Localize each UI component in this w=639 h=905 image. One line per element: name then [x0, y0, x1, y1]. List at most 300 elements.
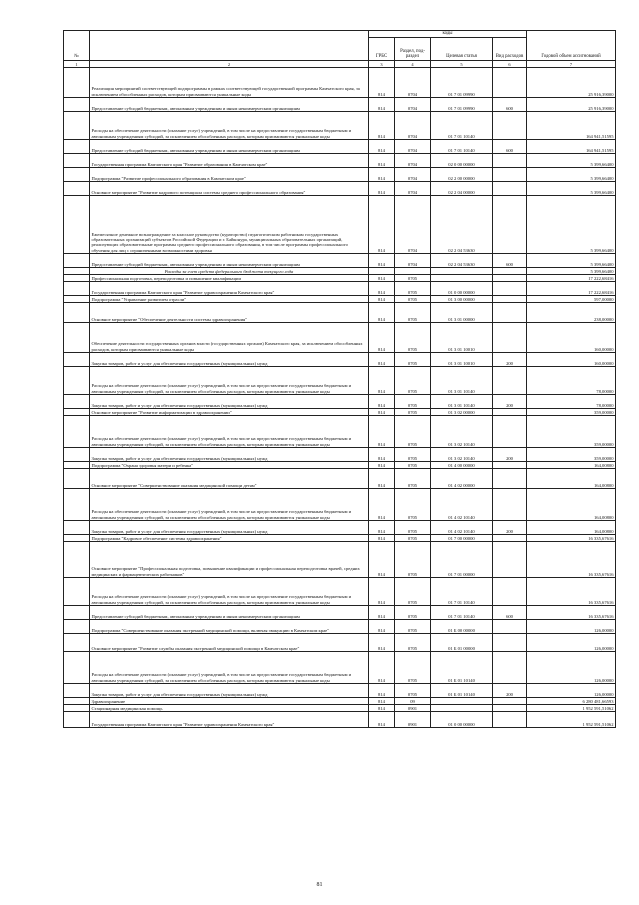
- cell-vid: [493, 68, 527, 98]
- table-row: [64, 652, 616, 684]
- table-row: [64, 68, 616, 98]
- header-target: Целевая статья: [431, 38, 493, 61]
- cell-grbs: 814: [369, 542, 395, 578]
- cell-no: [64, 303, 90, 323]
- cell-no: [64, 462, 90, 469]
- cell-name: Закупка товаров, работ и услуг для обеспечения государственных (муниципальных) нужд: [90, 684, 369, 698]
- cell-name: Подпрограмма "Развитие профессионального образования в Камчатском крае": [90, 168, 369, 182]
- cell-razdel: 0705: [395, 416, 431, 448]
- table-row: [64, 254, 616, 268]
- cell-grbs: 814: [369, 698, 395, 705]
- cell-vid: 600: [493, 606, 527, 620]
- table-row: [64, 578, 616, 606]
- cell-target: [431, 275, 493, 282]
- cell-razdel: 0705: [395, 409, 431, 416]
- cell-no: [64, 254, 90, 268]
- cell-target: 02 2 00 00000: [431, 168, 493, 182]
- cell-no: [64, 652, 90, 684]
- cell-razdel: 0704: [395, 68, 431, 98]
- cell-no: [64, 705, 90, 712]
- cell-grbs: 814: [369, 462, 395, 469]
- cell-target: 01 4 02 10140: [431, 489, 493, 521]
- cell-grbs: [369, 268, 395, 275]
- cell-grbs: 814: [369, 68, 395, 98]
- cell-vid: [493, 275, 527, 282]
- cell-sum: 160,00000: [527, 353, 616, 367]
- cell-sum: 160,00000: [527, 323, 616, 353]
- table-row: [64, 282, 616, 296]
- cell-razdel: 0705: [395, 367, 431, 395]
- cell-name: Предоставление субсидий бюджетным, автономным учреждениям и иным некоммерческим организациям: [90, 98, 369, 112]
- cell-sum: 6 280 481,66593: [527, 698, 616, 705]
- cell-name: Основное мероприятие "Развитие информатизации в здравоохранении": [90, 409, 369, 416]
- cell-name: Подпрограмма "Кадровое обеспечение системы здравоохранения": [90, 535, 369, 542]
- table-row: [64, 416, 616, 448]
- cell-name: Расходы на обеспечение деятельности (оказание услуг) учреждений, в том числе на предоставление государственным бюджетным и автономным учреждениям субсидий, за исключением обособленных расходов, которым присваиваются уникальные коды: [90, 489, 369, 521]
- table-row: [64, 182, 616, 196]
- table-row: [64, 275, 616, 282]
- cell-no: [64, 578, 90, 606]
- cell-vid: [493, 489, 527, 521]
- cell-vid: [493, 712, 527, 728]
- table-row: [64, 469, 616, 489]
- cell-name: Профессиональная подготовка, переподготовка и повышение квалификации: [90, 275, 369, 282]
- cell-sum: 164,00800: [527, 521, 616, 535]
- cell-razdel: 0705: [395, 448, 431, 462]
- cell-sum: 78,00000: [527, 395, 616, 409]
- table-row: [64, 698, 616, 705]
- cell-no: [64, 416, 90, 448]
- cell-sum: 359,00000: [527, 416, 616, 448]
- cell-name: Государственная программа Камчатского края "Развитие здравоохранения Камчатского края": [90, 712, 369, 728]
- cell-razdel: 0705: [395, 606, 431, 620]
- cell-no: [64, 367, 90, 395]
- table-row: [64, 620, 616, 634]
- table-row: [64, 409, 616, 416]
- cell-target: 01 3 00 00000: [431, 296, 493, 303]
- cell-grbs: 814: [369, 282, 395, 296]
- table-row: [64, 268, 616, 275]
- cell-grbs: 814: [369, 196, 395, 254]
- cell-no: [64, 296, 90, 303]
- cell-sum: 238,00000: [527, 303, 616, 323]
- cell-grbs: 814: [369, 395, 395, 409]
- cell-target: 02 2 04 53630: [431, 254, 493, 268]
- cell-target: 01 7 01 10140: [431, 112, 493, 140]
- cell-no: [64, 606, 90, 620]
- cell-razdel: 0705: [395, 535, 431, 542]
- cell-target: 01 7 00 00000: [431, 535, 493, 542]
- cell-vid: 200: [493, 448, 527, 462]
- cell-grbs: 814: [369, 353, 395, 367]
- cell-razdel: 0704: [395, 254, 431, 268]
- cell-target: [431, 698, 493, 705]
- cell-razdel: 0705: [395, 620, 431, 634]
- table-row: [64, 303, 616, 323]
- cell-target: 01 3 01 10010: [431, 323, 493, 353]
- table-row: [64, 323, 616, 353]
- cell-name: Закупка товаров, работ и услуг для обеспечения государственных (муниципальных) нужд: [90, 353, 369, 367]
- cell-vid: 200: [493, 353, 527, 367]
- cell-no: [64, 542, 90, 578]
- colnum-7: 7: [527, 61, 616, 68]
- cell-target: 01 Б 01 10140: [431, 652, 493, 684]
- cell-name: Расходы на обеспечение деятельности (оказание услуг) учреждений, в том числе на предоставление государственным бюджетным и автономным учреждениям субсидий, за исключением обособленных расходов, которым присваиваются уникальные коды: [90, 112, 369, 140]
- cell-grbs: 814: [369, 448, 395, 462]
- cell-sum: 126,00000: [527, 634, 616, 652]
- cell-grbs: 814: [369, 254, 395, 268]
- cell-grbs: 814: [369, 489, 395, 521]
- cell-grbs: 814: [369, 98, 395, 112]
- cell-vid: 600: [493, 140, 527, 154]
- cell-grbs: 814: [369, 469, 395, 489]
- table-row: [64, 542, 616, 578]
- cell-sum: 164,00800: [527, 489, 616, 521]
- cell-no: [64, 98, 90, 112]
- table-row: [64, 395, 616, 409]
- cell-grbs: 814: [369, 684, 395, 698]
- cell-razdel: 0705: [395, 353, 431, 367]
- cell-vid: [493, 268, 527, 275]
- cell-grbs: 814: [369, 112, 395, 140]
- cell-razdel: 0704: [395, 98, 431, 112]
- cell-name: Расходы на обеспечение деятельности (оказание услуг) учреждений, в том числе на предоставление государственным бюджетным и автономным учреждениям субсидий, за исключением обособленных расходов, которым присваиваются уникальные коды: [90, 367, 369, 395]
- cell-name: Реализация мероприятий соответствующей подпрограммы в рамках соответствующей государственной программы Камчатского края, за исключением обособленных расходов, которым присваиваются уникальные коды: [90, 68, 369, 98]
- cell-razdel: 0704: [395, 182, 431, 196]
- cell-sum: 16 335,67616: [527, 578, 616, 606]
- cell-razdel: [395, 268, 431, 275]
- cell-target: 01 7 01 09990: [431, 68, 493, 98]
- cell-name: Основное мероприятие "Развитие службы оказания экстренной медицинской помощи в Камчатском крае": [90, 634, 369, 652]
- cell-grbs: 814: [369, 578, 395, 606]
- cell-name: Государственная программа Камчатского края "Развитие здравоохранения Камчатского края": [90, 282, 369, 296]
- page-number: 81: [316, 882, 323, 888]
- cell-sum: 16 335,67616: [527, 542, 616, 578]
- cell-sum: 25 916,39000: [527, 68, 616, 98]
- cell-razdel: 0705: [395, 634, 431, 652]
- cell-target: 01 7 01 10140: [431, 606, 493, 620]
- cell-no: [64, 140, 90, 154]
- cell-grbs: 814: [369, 323, 395, 353]
- cell-razdel: 0705: [395, 684, 431, 698]
- cell-vid: [493, 652, 527, 684]
- cell-grbs: 814: [369, 140, 395, 154]
- cell-target: 01 4 02 00000: [431, 469, 493, 489]
- cell-razdel: 0705: [395, 462, 431, 469]
- cell-no: [64, 196, 90, 254]
- cell-vid: [493, 535, 527, 542]
- cell-no: [64, 182, 90, 196]
- cell-vid: [493, 469, 527, 489]
- cell-target: 01 0 00 00000: [431, 712, 493, 728]
- cell-target: [431, 268, 493, 275]
- cell-sum: 5 399,66400: [527, 168, 616, 182]
- table-row: [64, 367, 616, 395]
- cell-target: 01 3 02 00000: [431, 409, 493, 416]
- cell-razdel: 0704: [395, 196, 431, 254]
- cell-grbs: 814: [369, 652, 395, 684]
- cell-name: Расходы на обеспечение деятельности (оказание услуг) учреждений, в том числе на предоставление государственным бюджетным и автономным учреждениям субсидий, за исключением обособленных расходов, которым присваиваются уникальные коды: [90, 416, 369, 448]
- cell-razdel: 0705: [395, 652, 431, 684]
- cell-sum: 5 399,66400: [527, 254, 616, 268]
- cell-vid: [493, 578, 527, 606]
- cell-name: Подпрограмма "Охрана здоровья матери и ребенка": [90, 462, 369, 469]
- table-row: [64, 196, 616, 254]
- cell-vid: [493, 323, 527, 353]
- cell-grbs: 814: [369, 606, 395, 620]
- cell-grbs: 814: [369, 367, 395, 395]
- cell-grbs: 814: [369, 154, 395, 168]
- cell-razdel: 0705: [395, 542, 431, 578]
- table-row: [64, 140, 616, 154]
- cell-vid: 200: [493, 521, 527, 535]
- cell-grbs: 814: [369, 634, 395, 652]
- cell-no: [64, 395, 90, 409]
- cell-sum: 126,00000: [527, 684, 616, 698]
- cell-vid: [493, 698, 527, 705]
- header-vid: Вид расходов: [493, 38, 527, 61]
- cell-grbs: 814: [369, 416, 395, 448]
- cell-name: Государственная программа Камчатского края "Развитие образования в Камчатском крае": [90, 154, 369, 168]
- cell-target: 01 3 01 10140: [431, 395, 493, 409]
- cell-no: [64, 684, 90, 698]
- header-annual: Годовой объем ассигнований: [527, 31, 616, 61]
- cell-razdel: 09: [395, 698, 431, 705]
- cell-vid: [493, 303, 527, 323]
- cell-target: 01 Б 01 00000: [431, 634, 493, 652]
- cell-razdel: 0705: [395, 296, 431, 303]
- table-row: [64, 489, 616, 521]
- header-razdel: Раздел, под-раздел: [395, 38, 431, 61]
- cell-grbs: 814: [369, 409, 395, 416]
- cell-vid: [493, 182, 527, 196]
- cell-name: Основное мероприятие "Развитие кадрового потенциала системы среднего профессионального образования": [90, 182, 369, 196]
- cell-name: Основное мероприятие "Профессиональная подготовка, повышение квалификации и профессиональная переподготовка врачей, средних медицинских и фармацевтических работников": [90, 542, 369, 578]
- table-row: [64, 296, 616, 303]
- cell-razdel: 0705: [395, 489, 431, 521]
- cell-razdel: 0901: [395, 712, 431, 728]
- cell-grbs: 814: [369, 275, 395, 282]
- cell-grbs: 814: [369, 521, 395, 535]
- cell-vid: [493, 542, 527, 578]
- cell-target: 01 7 01 09990: [431, 98, 493, 112]
- table-row: [64, 462, 616, 469]
- header-no: №: [64, 31, 90, 61]
- cell-no: [64, 154, 90, 168]
- cell-vid: [493, 367, 527, 395]
- cell-target: 01 7 01 00000: [431, 542, 493, 578]
- cell-sum: 5 399,66400: [527, 182, 616, 196]
- cell-razdel: 0705: [395, 303, 431, 323]
- cell-sum: 25 916,39000: [527, 98, 616, 112]
- colnum-5: 5: [431, 61, 493, 68]
- cell-razdel: 0704: [395, 112, 431, 140]
- header-name: [90, 31, 369, 61]
- cell-no: [64, 448, 90, 462]
- cell-vid: [493, 296, 527, 303]
- cell-sum: 359,00000: [527, 409, 616, 416]
- cell-vid: [493, 168, 527, 182]
- cell-vid: [493, 634, 527, 652]
- cell-target: 01 3 01 10010: [431, 353, 493, 367]
- cell-target: 02 0 00 00000: [431, 154, 493, 168]
- cell-vid: [493, 705, 527, 712]
- cell-vid: [493, 416, 527, 448]
- cell-name: Подпрограмма "Управление развитием отрасли": [90, 296, 369, 303]
- cell-grbs: 814: [369, 182, 395, 196]
- header-codes: коды: [369, 31, 527, 38]
- cell-no: [64, 112, 90, 140]
- cell-grbs: 814: [369, 303, 395, 323]
- cell-name: Основное мероприятие "Совершенствование оказания медицинской помощи детям": [90, 469, 369, 489]
- cell-no: [64, 521, 90, 535]
- cell-razdel: 0705: [395, 323, 431, 353]
- cell-name: Предоставление субсидий бюджетным, автономным учреждениям и иным некоммерческим организациям: [90, 606, 369, 620]
- cell-no: [64, 712, 90, 728]
- table-row: [64, 521, 616, 535]
- cell-sum: 1 952 591,51062: [527, 705, 616, 712]
- cell-vid: 600: [493, 98, 527, 112]
- cell-sum: 126,00000: [527, 620, 616, 634]
- cell-target: 01 3 02 10140: [431, 448, 493, 462]
- cell-name: Закупка товаров, работ и услуг для обеспечения государственных (муниципальных) нужд: [90, 395, 369, 409]
- table-row: [64, 168, 616, 182]
- cell-target: 01 3 01 10140: [431, 367, 493, 395]
- table-row: [64, 448, 616, 462]
- cell-razdel: 0705: [395, 521, 431, 535]
- cell-sum: 5 399,66400: [527, 196, 616, 254]
- cell-no: [64, 620, 90, 634]
- cell-vid: [493, 409, 527, 416]
- cell-no: [64, 409, 90, 416]
- cell-no: [64, 275, 90, 282]
- column-number-row: [64, 61, 616, 68]
- cell-grbs: 814: [369, 168, 395, 182]
- cell-sum: 78,00000: [527, 367, 616, 395]
- cell-vid: [493, 620, 527, 634]
- cell-sum: 1 952 591,51062: [527, 712, 616, 728]
- table-row: [64, 154, 616, 168]
- cell-target: 01 3 02 10140: [431, 416, 493, 448]
- cell-target: 01 7 01 10140: [431, 140, 493, 154]
- cell-target: 02 2 04 53630: [431, 196, 493, 254]
- cell-name: Предоставление субсидий бюджетным, автономным учреждениям и иным некоммерческим организациям: [90, 140, 369, 154]
- cell-no: [64, 68, 90, 98]
- table-row: [64, 353, 616, 367]
- cell-name: Обеспечение деятельности государственных органов власти (государственных органов) Камчатского края, за исключением обособленных расходов, которым присваиваются уникальные коды: [90, 323, 369, 353]
- cell-no: [64, 535, 90, 542]
- cell-razdel: 0901: [395, 705, 431, 712]
- cell-grbs: 814: [369, 535, 395, 542]
- cell-vid: [493, 112, 527, 140]
- cell-grbs: 814: [369, 712, 395, 728]
- cell-razdel: 0705: [395, 578, 431, 606]
- cell-target: 01 Б 00 00000: [431, 620, 493, 634]
- table-row: [64, 634, 616, 652]
- cell-no: [64, 634, 90, 652]
- colnum-4: 4: [395, 61, 431, 68]
- cell-vid: [493, 282, 527, 296]
- cell-grbs: 814: [369, 296, 395, 303]
- cell-sum: 164,00800: [527, 462, 616, 469]
- cell-no: [64, 168, 90, 182]
- cell-no: [64, 489, 90, 521]
- cell-target: 01 Б 01 10140: [431, 684, 493, 698]
- cell-sum: 359,00000: [527, 448, 616, 462]
- cell-sum: 17 222,68416: [527, 275, 616, 282]
- cell-sum: 5 399,66400: [527, 268, 616, 275]
- cell-name: Закупка товаров, работ и услуг для обеспечения государственных (муниципальных) нужд: [90, 448, 369, 462]
- cell-target: 01 3 01 00000: [431, 303, 493, 323]
- table-row: [64, 112, 616, 140]
- cell-target: 01 7 01 10140: [431, 578, 493, 606]
- colnum-6: 6: [493, 61, 527, 68]
- cell-name: Основное мероприятие "Обеспечение деятельности системы здравоохранения": [90, 303, 369, 323]
- colnum-2: 2: [90, 61, 369, 68]
- cell-target: 01 4 02 10140: [431, 521, 493, 535]
- cell-grbs: 814: [369, 705, 395, 712]
- cell-sum: 16 335,67616: [527, 535, 616, 542]
- table-body: [64, 68, 616, 728]
- cell-razdel: 0705: [395, 275, 431, 282]
- cell-target: 02 2 04 00000: [431, 182, 493, 196]
- table-row: [64, 606, 616, 620]
- cell-no: [64, 282, 90, 296]
- cell-vid: [493, 154, 527, 168]
- colnum-1: 1: [64, 61, 90, 68]
- table-header-row-1: [64, 31, 616, 38]
- table-row: [64, 705, 616, 712]
- cell-no: [64, 469, 90, 489]
- cell-name: Предоставление субсидий бюджетным, автономным учреждениям и иным некоммерческим организациям: [90, 254, 369, 268]
- cell-target: 01 0 00 00000: [431, 282, 493, 296]
- cell-name: Подпрограмма "Совершенствование оказания экстренной медицинской помощи, включая эвакуацию в Камчатском крае": [90, 620, 369, 634]
- cell-vid: [493, 196, 527, 254]
- cell-sum: 597,00000: [527, 296, 616, 303]
- cell-no: [64, 698, 90, 705]
- cell-sum: 164 941,51595: [527, 140, 616, 154]
- cell-name: Расходы на обеспечение деятельности (оказание услуг) учреждений, в том числе на предоставление государственным бюджетным и автономным учреждениям субсидий, за исключением обособленных расходов, которым присваиваются уникальные коды: [90, 578, 369, 606]
- cell-name: Здравоохранение: [90, 698, 369, 705]
- cell-name: Стационарная медицинская помощь: [90, 705, 369, 712]
- table-row: [64, 98, 616, 112]
- cell-vid: 200: [493, 395, 527, 409]
- header-grbs: ГРБС: [369, 38, 395, 61]
- table-row: [64, 712, 616, 728]
- table-row: [64, 535, 616, 542]
- cell-no: [64, 353, 90, 367]
- cell-razdel: 0704: [395, 168, 431, 182]
- cell-vid: 200: [493, 684, 527, 698]
- cell-sum: 16 335,67616: [527, 606, 616, 620]
- cell-sum: 164 941,51595: [527, 112, 616, 140]
- cell-sum: 5 399,66400: [527, 154, 616, 168]
- cell-razdel: 0705: [395, 282, 431, 296]
- cell-name: Закупка товаров, работ и услуг для обеспечения государственных (муниципальных) нужд: [90, 521, 369, 535]
- cell-razdel: 0705: [395, 395, 431, 409]
- cell-sum: 164,00800: [527, 469, 616, 489]
- cell-no: [64, 323, 90, 353]
- cell-grbs: 814: [369, 620, 395, 634]
- table-row: [64, 684, 616, 698]
- budget-table: [63, 30, 616, 728]
- cell-name: Ежемесячное денежное вознаграждение за классное руководство (кураторство) педагогическим работникам государственных образовательных организаций субъектов Российской Федерации и г. Байконура, муниципальных образовательных организаций, реализующих образовательные программы среднего профессионального образования, в том числе программы профессионального обучения для лиц с ограниченными возможностями здоровья: [90, 196, 369, 254]
- cell-vid: 600: [493, 254, 527, 268]
- cell-target: [431, 705, 493, 712]
- cell-vid: [493, 462, 527, 469]
- cell-name: Расходы на обеспечение деятельности (оказание услуг) учреждений, в том числе на предоставление государственным бюджетным и автономным учреждениям субсидий, за исключением обособленных расходов, которым присваиваются уникальные коды: [90, 652, 369, 684]
- cell-sum: 17 222,68416: [527, 282, 616, 296]
